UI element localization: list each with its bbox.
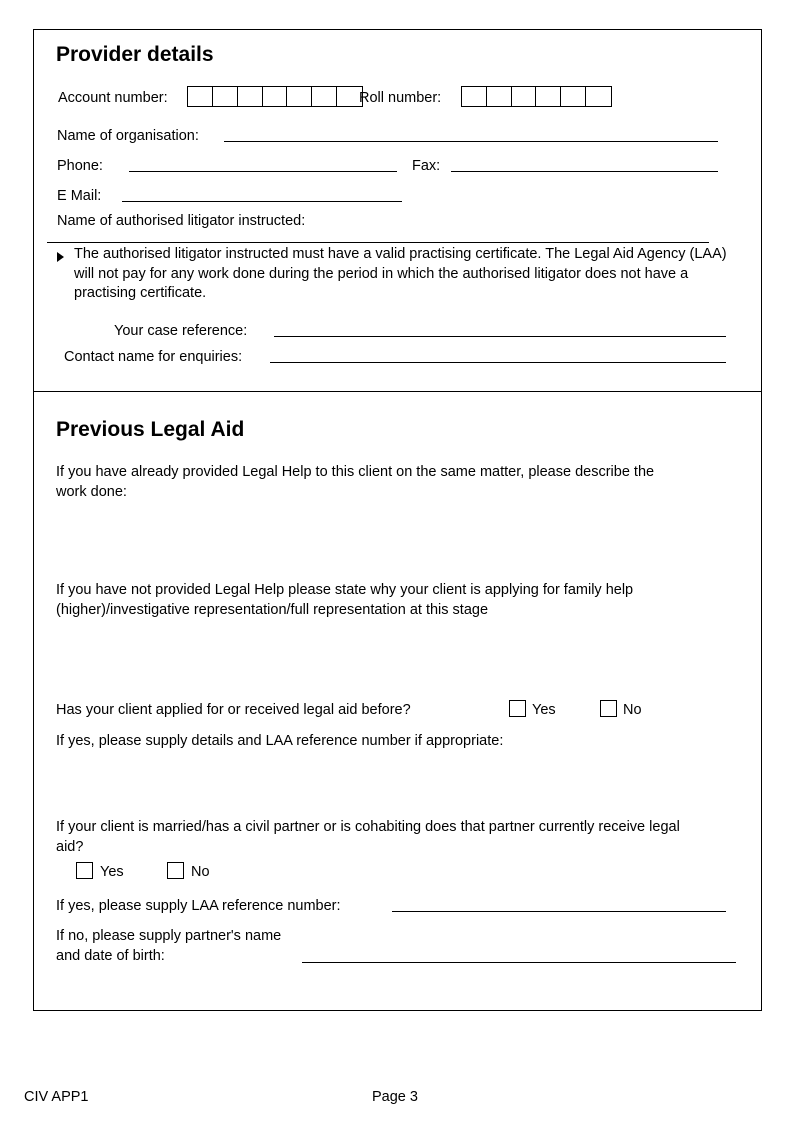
legal-help-not-provided-answer-area[interactable] (56, 622, 726, 697)
roll-number-label: Roll number: (359, 90, 442, 106)
partner-legal-aid-question: If your client is married/has a civil partner or is cohabiting does that partner currently receive legal aid? (56, 819, 680, 855)
roll-number-input[interactable] (461, 86, 612, 107)
phone-label: Phone: (57, 158, 103, 174)
legal-help-provided-question: If you have already provided Legal Help to this client on the same matter, please describe the work done: (56, 464, 655, 500)
partner-legal-aid-yes-label: Yes (100, 864, 124, 880)
applied-before-details-label: If yes, please supply details and LAA reference number if appropriate: (56, 733, 504, 749)
applied-before-question: Has your client applied for or received legal aid before? (56, 702, 411, 718)
roll-number-cell[interactable] (462, 87, 487, 106)
roll-number-cell[interactable] (586, 87, 611, 106)
previous-legal-aid-heading: Previous Legal Aid (56, 418, 245, 441)
partner-legal-aid-no-checkbox[interactable] (167, 862, 184, 879)
account-number-input[interactable] (187, 86, 363, 107)
footer-page-number: Page 3 (372, 1089, 418, 1105)
partner-legal-aid-no-label: No (191, 864, 210, 880)
footer-form-code: CIV APP1 (24, 1089, 89, 1105)
account-number-cell[interactable] (287, 87, 312, 106)
contact-name-label: Contact name for enquiries: (64, 349, 243, 365)
partner-reference-label: If yes, please supply LAA reference number: (56, 898, 341, 914)
litigator-input[interactable] (47, 242, 709, 243)
applied-before-yes-checkbox[interactable] (509, 700, 526, 717)
case-reference-label: Your case reference: (114, 323, 248, 339)
roll-number-cell[interactable] (512, 87, 537, 106)
form-frame (33, 29, 762, 1011)
account-number-cell[interactable] (238, 87, 263, 106)
organisation-input[interactable] (224, 141, 718, 142)
section-provider-details (34, 30, 761, 392)
fax-input[interactable] (451, 171, 718, 172)
account-number-cell[interactable] (263, 87, 288, 106)
account-number-cell[interactable] (213, 87, 238, 106)
partner-name-label-line1: If no, please supply partner's name (56, 928, 282, 944)
email-input[interactable] (122, 201, 402, 202)
case-reference-input[interactable] (274, 336, 726, 337)
contact-name-input[interactable] (270, 362, 726, 363)
fax-label: Fax: (412, 158, 441, 174)
provider-details-heading: Provider details (56, 43, 214, 66)
partner-reference-input[interactable] (392, 911, 726, 912)
partner-legal-aid-yes-checkbox[interactable] (76, 862, 93, 879)
account-number-cell[interactable] (312, 87, 337, 106)
account-number-cell[interactable] (188, 87, 213, 106)
section-previous-legal-aid (34, 392, 761, 1010)
phone-input[interactable] (129, 171, 397, 172)
arrow-bullet-icon (57, 252, 64, 262)
email-label: E Mail: (57, 188, 102, 204)
account-number-label: Account number: (58, 90, 168, 106)
roll-number-cell[interactable] (561, 87, 586, 106)
legal-help-provided-answer-area[interactable] (56, 502, 726, 577)
organisation-label: Name of organisation: (57, 128, 199, 144)
partner-name-label-line2: and date of birth: (56, 948, 165, 964)
applied-before-details-answer-area[interactable] (56, 754, 726, 804)
partner-name-dob-input[interactable] (302, 962, 736, 963)
litigator-label: Name of authorised litigator instructed: (57, 213, 306, 229)
roll-number-cell[interactable] (487, 87, 512, 106)
roll-number-cell[interactable] (536, 87, 561, 106)
legal-help-not-provided-question: If you have not provided Legal Help please state why your client is applying for family help (higher)/investigative representation/full representation at this stage (56, 582, 634, 618)
applied-before-yes-label: Yes (532, 702, 556, 718)
applied-before-no-label: No (623, 702, 642, 718)
litigator-note: The authorised litigator instructed must have a valid practising certificate. The Legal Aid Agency (LAA) will not pay for any work done during the period in which the authorised litigator does not have a practising certificate. (74, 246, 727, 301)
applied-before-no-checkbox[interactable] (600, 700, 617, 717)
